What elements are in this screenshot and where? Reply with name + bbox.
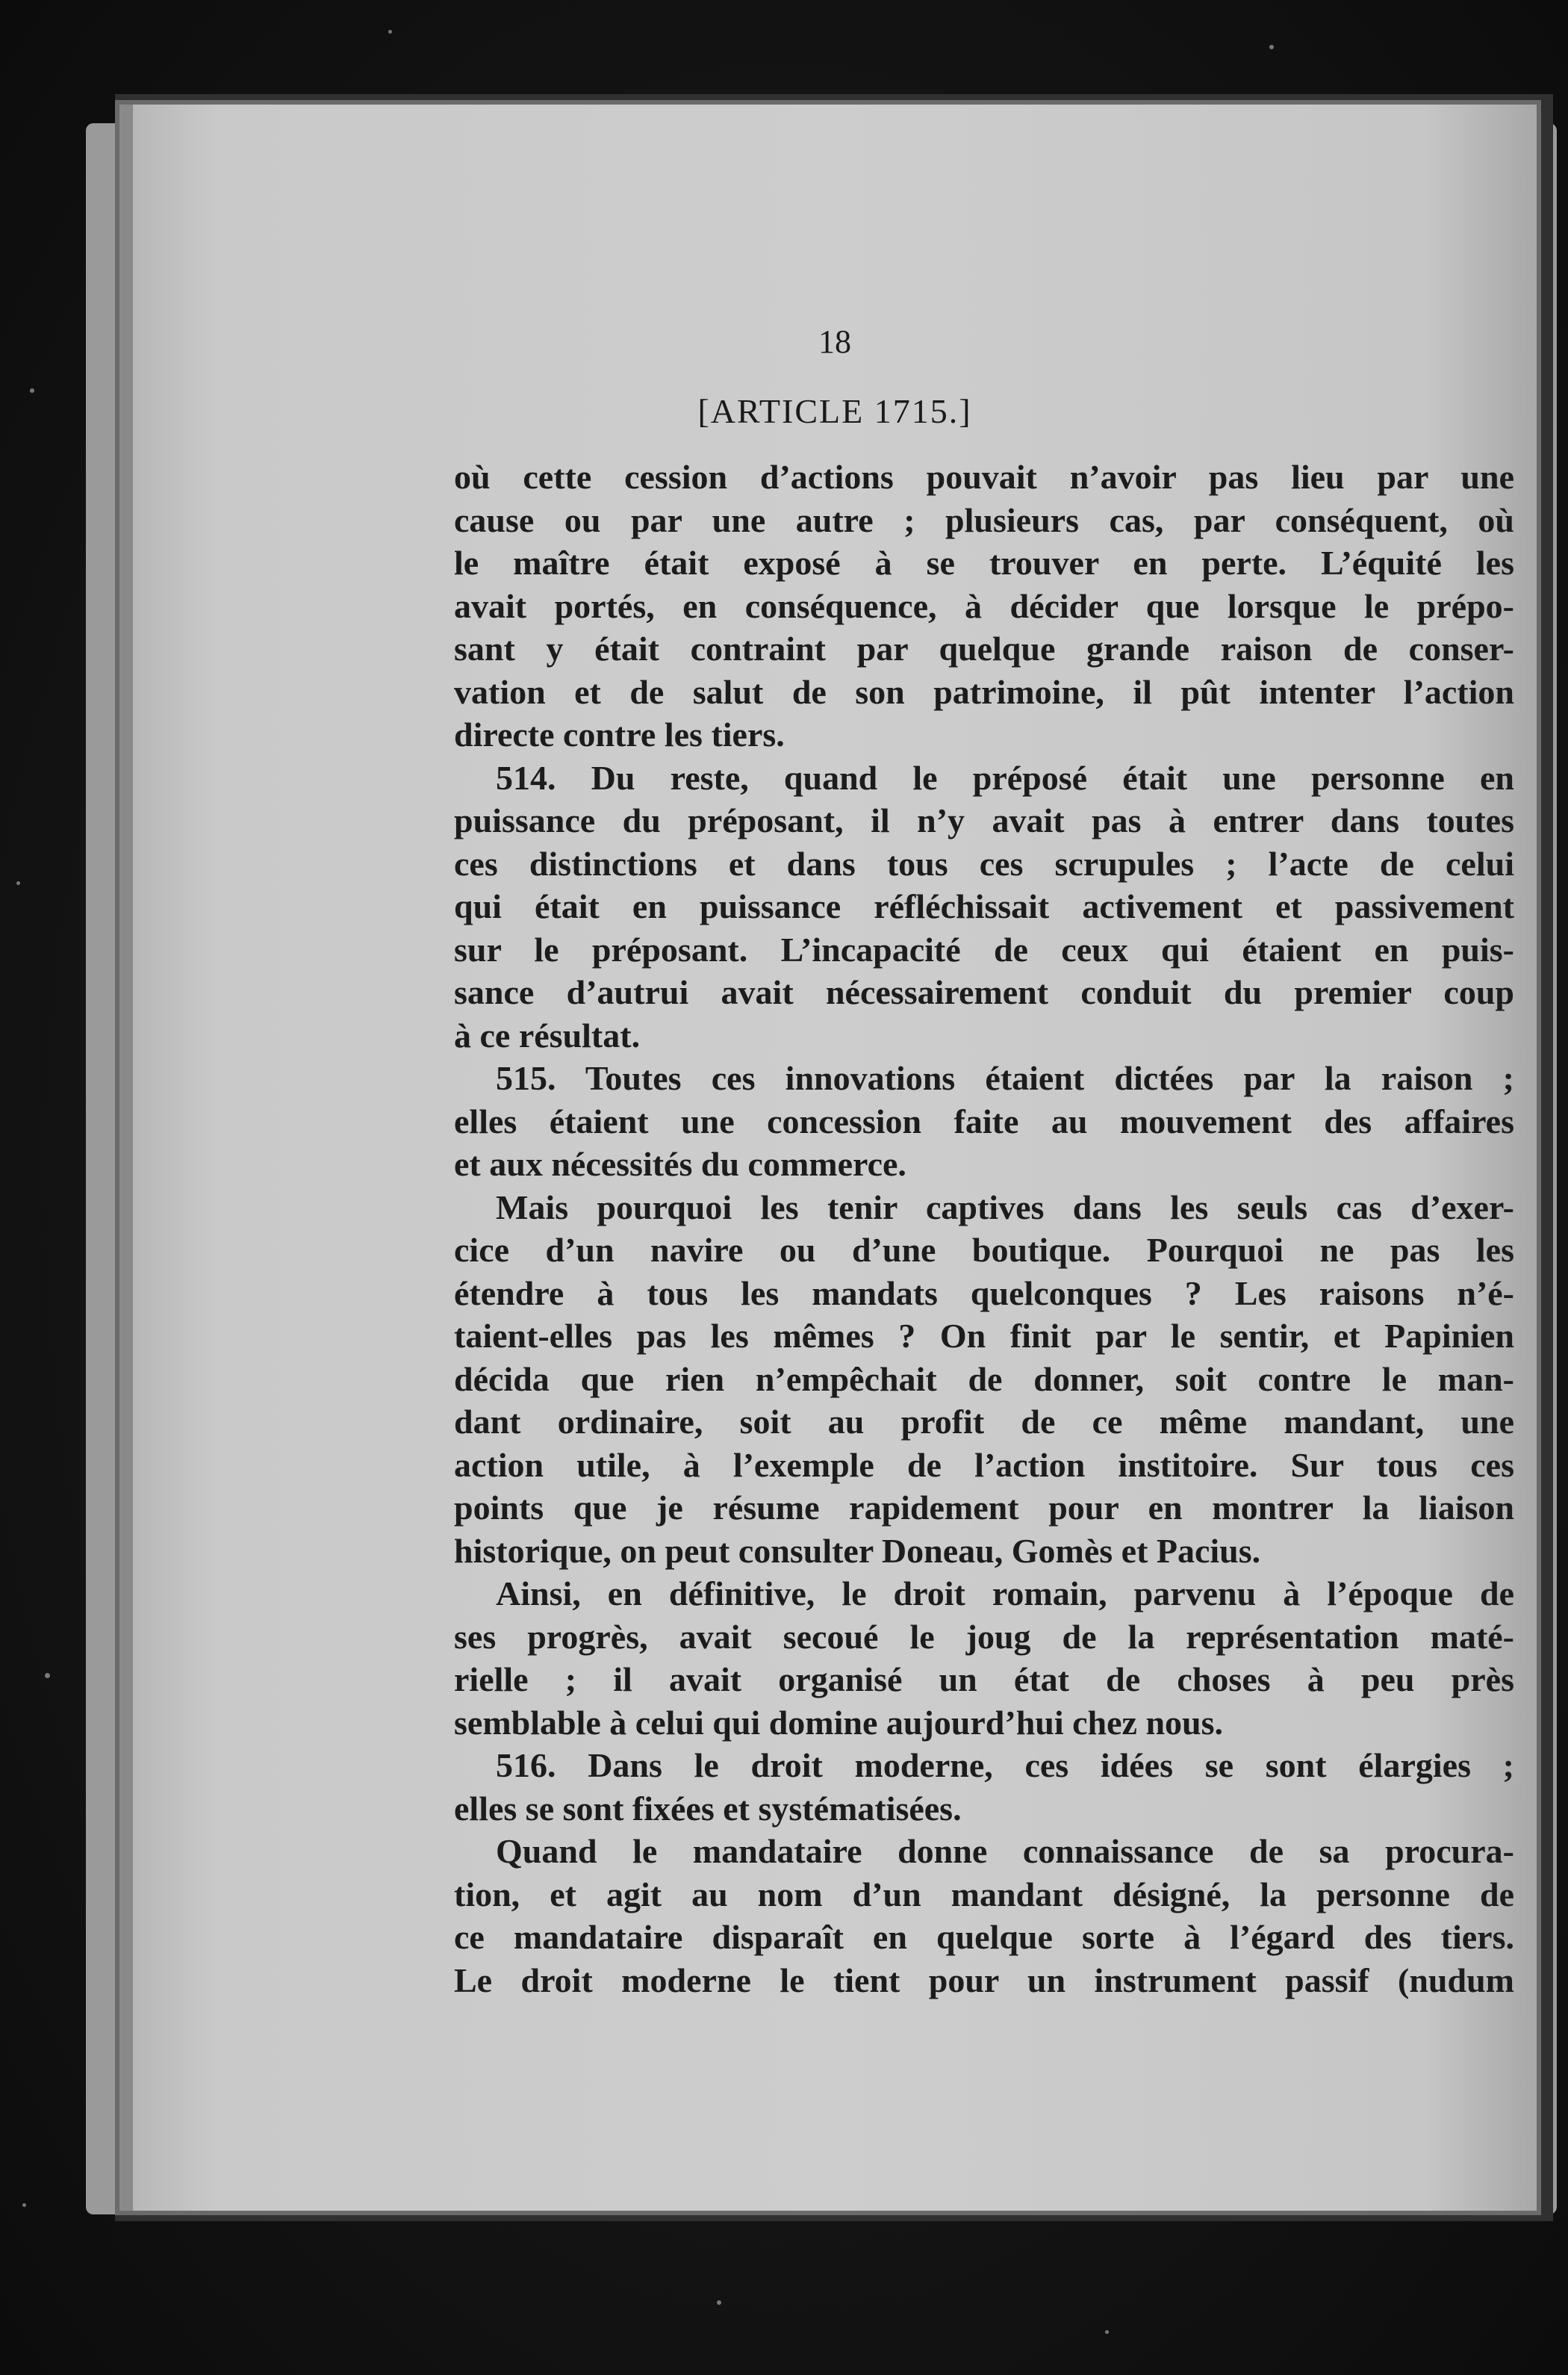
text-line: sur le préposant. L’incapacité de ceux qui étaient en puis- — [454, 930, 1514, 969]
text-line: Ainsi, en définitive, le droit romain, parvenu à l’époque de — [496, 1574, 1514, 1612]
text-line: à ce résultat. — [454, 1016, 641, 1055]
text-line: tion, et agit au nom d’un mandant désigné, la personne de — [454, 1875, 1514, 1913]
text-line: semblable à celui qui domine aujourd’hui chez nous. — [454, 1703, 1224, 1742]
text-line: historique, on peut consulter Doneau, Gomès et Pacius. — [454, 1531, 1261, 1570]
paragraph — [454, 1186, 1514, 1573]
text-line: Mais pourquoi les tenir captives dans les seuls cas d’exer- — [496, 1188, 1514, 1226]
text-line: vation et de salut de son patrimoine, il pût intenter l’action — [454, 672, 1514, 711]
text-line: étendre à tous les mandats quelconques ? Les raisons n’é- — [454, 1273, 1514, 1312]
text-line: cice d’un navire ou d’une boutique. Pourquoi ne pas les — [454, 1231, 1514, 1269]
text-line: 516. Dans le droit moderne, ces idées se sont élargies ; — [496, 1746, 1514, 1784]
text-line: décida que rien n’empêchait de donner, soit contre le man- — [454, 1359, 1514, 1398]
text-line: sance d’autrui avait nécessairement conduit du premier coup — [454, 973, 1514, 1011]
text-line: elles étaient une concession faite au mouvement des affaires — [454, 1102, 1514, 1140]
page-number: 18 — [818, 323, 851, 360]
paragraph — [454, 456, 1514, 757]
text-line: points que je résume rapidement pour en montrer la liaison — [454, 1488, 1514, 1527]
text-line: elles se sont fixées et systématisées. — [454, 1789, 962, 1828]
text-line: le maître était exposé à se trouver en perte. L’équité les — [454, 544, 1514, 582]
text-line: taient-elles pas les mêmes ? On finit par le sentir, et Papinien — [454, 1317, 1514, 1355]
text-line: et aux nécessités du commerce. — [454, 1145, 906, 1183]
text-line: rielle ; il avait organisé un état de choses à peu près — [454, 1660, 1514, 1698]
body-text — [454, 456, 1514, 2002]
text-line: action utile, à l’exemple de l’action institoire. Sur tous ces — [454, 1445, 1514, 1484]
text-line: puissance du préposant, il n’y avait pas à entrer dans toutes — [454, 801, 1514, 839]
text-line: Quand le mandataire donne connaissance de sa procura- — [496, 1832, 1514, 1870]
text-line: sant y était contraint par quelque grande raison de conser- — [454, 630, 1514, 668]
text-line: qui était en puissance réfléchissait activement et passivement — [454, 887, 1514, 925]
text-line: ses progrès, avait secoué le joug de la représentation maté- — [454, 1617, 1514, 1656]
paragraph — [454, 1830, 1514, 2002]
text-line: 514. Du reste, quand le préposé était une personne en — [496, 758, 1514, 797]
running-header: [ARTICLE 1715.] — [697, 392, 972, 430]
paragraph — [454, 757, 1514, 1058]
text-line: dant ordinaire, soit au profit de ce même mandant, une — [454, 1403, 1514, 1441]
paragraph — [454, 1744, 1514, 1830]
text-line: Le droit moderne le tient pour un instrument passif (nudum — [454, 1960, 1514, 1999]
text-line: 515. Toutes ces innovations étaient dictées par la raison ; — [496, 1059, 1514, 1097]
book-page — [119, 105, 1537, 2211]
text-line: où cette cession d’actions pouvait n’avoir pas lieu par une — [454, 458, 1514, 496]
text-line: directe contre les tiers. — [454, 715, 785, 754]
text-line: cause ou par une autre ; plusieurs cas, par conséquent, où — [454, 500, 1514, 539]
paragraph — [454, 1572, 1514, 1744]
text-line: ce mandataire disparaît en quelque sorte à l’égard des tiers. — [454, 1918, 1514, 1956]
paragraph — [454, 1057, 1514, 1186]
text-line: ces distinctions et dans tous ces scrupules ; l’acte de celui — [454, 844, 1514, 883]
text-line: avait portés, en conséquence, à décider que lorsque le prépo- — [454, 586, 1514, 625]
